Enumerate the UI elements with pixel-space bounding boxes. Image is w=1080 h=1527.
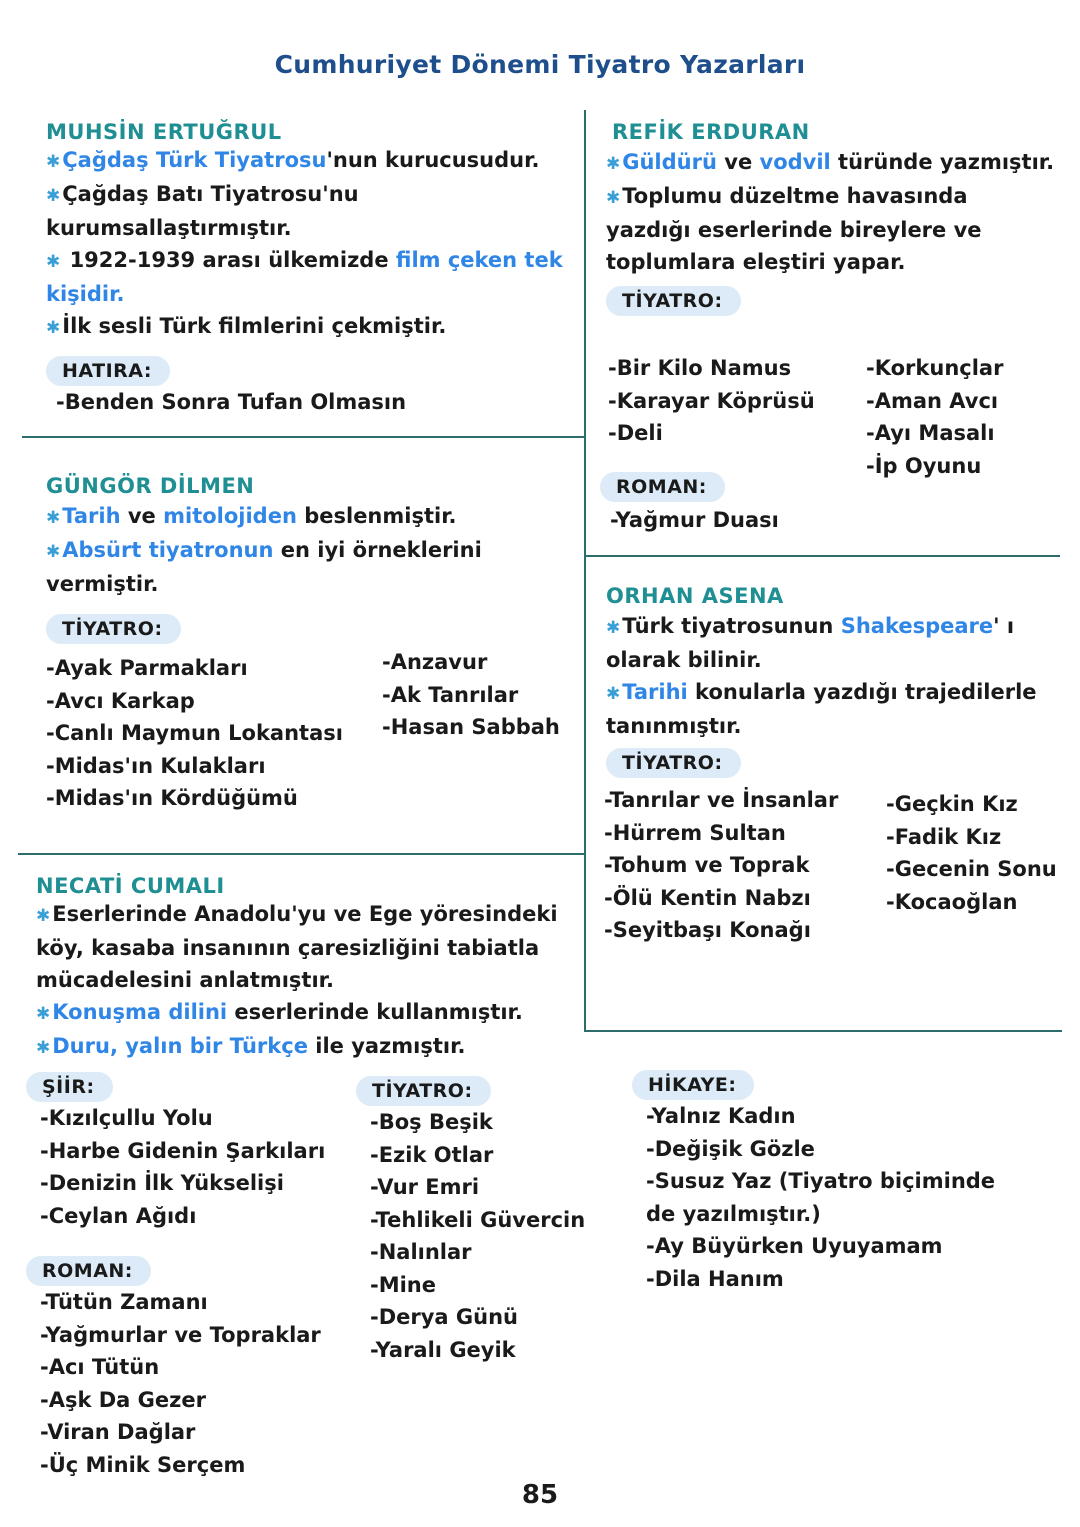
bullet-item: ✱Türk tiyatrosunun Shakespeare' ı olarak bilinir. [606,614,1015,672]
list-item: -Denizin İlk Yükselişi [40,1171,284,1195]
list-item: -Tanrılar ve İnsanlar [604,788,839,812]
list-item: -Mine [370,1272,437,1297]
page-number: 85 [521,1480,559,1510]
list-item: -Yağmurlar ve Topraklar [40,1322,321,1347]
bullet-item: ✱ 1922-1939 arası ülkemizde film çeken tek kişidir. [46,248,563,306]
bullet-item: ✱İlk sesli Türk filmlerini çekmiştir. [46,314,447,338]
list-item: -Midas'ın Kördüğümü [46,786,298,810]
bullet-item: ✱Konuşma dilini eserlerinde kullanmıştır. [36,1000,523,1024]
list-item: -Tütün Zamanı [40,1290,208,1314]
section-muhsin-ertugrul [46,120,566,419]
list-item: -Vur Emri [370,1175,480,1199]
author-name: GÜNGÖR DİLMEN [46,474,255,498]
section-refik-erduran [606,120,1056,316]
list-item: -Susuz Yaz (Tiyatro biçiminde de yazılmıştır.) [646,1169,996,1226]
list-item: -Yaralı Geyik [370,1337,516,1362]
play-list [604,784,838,947]
star-bullet-icon: ✱ [46,152,61,172]
list-item: -Kocaoğlan [886,889,1018,914]
list-item: -Hasan Sabbah [382,715,560,739]
bullet-item: ✱Tarihi konularla yazdığı trajedilerle tanınmıştır. [606,680,1037,738]
star-bullet-icon: ✱ [46,542,61,562]
category-label: TİYATRO: [606,286,741,316]
novel-block [26,1256,321,1481]
star-bullet-icon: ✱ [46,508,61,528]
list-item: -Ak Tanrılar [382,682,519,707]
list-item: -Harbe Gidenin Şarkıları [40,1138,326,1163]
bullet-item: ✱Duru, yalın bir Türkçe ile yazmıştır. [36,1034,466,1058]
list-item: -Yalnız Kadın [646,1104,796,1128]
divider-refik-orhan [585,555,1060,557]
list-item: -Midas'ın Kulakları [46,753,266,778]
star-bullet-icon: ✱ [36,906,51,926]
page-title: Cumhuriyet Dönemi Tiyatro Yazarları [274,50,806,79]
play-block [356,1076,585,1366]
list-item: -Yağmur Duası [610,508,779,532]
star-bullet-icon: ✱ [46,186,61,206]
list-item: -Korkunçlar [866,356,1004,380]
play-list [382,646,560,744]
list-item: -Deli [608,421,663,445]
list-item: -Bir Kilo Namus [608,356,792,380]
list-item: -Derya Günü [370,1305,519,1329]
list-item: -Seyitbaşı Konağı [604,918,811,942]
list-item: -Karayar Köprüsü [608,388,815,413]
list-item: -Kızılçullu Yolu [40,1106,213,1130]
bullet-item: ✱Tarih ve mitolojiden beslenmiştir. [46,504,457,528]
story-block [632,1070,1052,1295]
list-item: -Aşk Da Gezer [40,1387,206,1412]
list-item: -Değişik Gözle [646,1136,815,1161]
list-item: -Boş Beşik [370,1110,493,1134]
author-name: REFİK ERDURAN [612,120,810,144]
poetry-list [40,1102,325,1232]
story-list [646,1100,1052,1295]
list-item: -Ölü Kentin Nabzı [604,885,811,910]
bullet-item: ✱Çağdaş Türk Tiyatrosu'nun kurucusudur. [46,148,540,172]
star-bullet-icon: ✱ [606,154,621,174]
list-item: -Aman Avcı [866,388,999,413]
list-item: -Hürrem Sultan [604,820,786,845]
play-list [46,652,343,815]
star-bullet-icon: ✱ [36,1038,51,1058]
author-name: MUHSİN ERTUĞRUL [46,120,282,144]
list-item: -İp Oyunu [866,453,982,478]
list-item: -Acı Tütün [40,1355,160,1379]
poetry-block [26,1072,325,1232]
play-list [866,352,1003,482]
list-item: -Viran Dağlar [40,1420,196,1444]
bullet-item: ✱Toplumu düzeltme havasında yazdığı eserlerinde bireylere ve toplumlara eleştiri yapar. [606,184,982,274]
list-item: -Üç Minik Serçem [40,1452,246,1477]
list-item: -Anzavur [382,650,488,674]
bullet-item: ✱Çağdaş Batı Tiyatrosu'nu kurumsallaştırmıştır. [46,182,359,240]
category-label: HİKAYE: [632,1070,754,1100]
divider-gungor-necati [18,853,585,855]
list-item: -Ay Büyürken Uyuyamam [646,1234,943,1258]
list-item: -Nalınlar [370,1240,472,1264]
vertical-divider [584,110,586,1032]
category-label: HATIRA: [46,356,170,386]
list-item: -Tohum ve Toprak [604,853,810,877]
list-item: -Gecenin Sonu [886,857,1057,881]
memoir-list [56,386,566,419]
list-item: -Avcı Karkap [46,688,195,713]
star-bullet-icon: ✱ [606,618,621,638]
list-item: -Ezik Otlar [370,1142,494,1167]
list-item: -Fadik Kız [886,824,1002,849]
section-gungor-dilmen [46,474,566,644]
bullet-item: ✱Güldürü ve vodvil türünde yazmıştır. [606,150,1055,174]
novel-list [610,504,779,537]
list-item: -Ayı Masalı [866,421,995,445]
star-bullet-icon: ✱ [36,1004,51,1024]
star-bullet-icon: ✱ [606,188,621,208]
star-bullet-icon: ✱ [46,252,61,272]
category-label: ROMAN: [26,1256,151,1286]
list-item: -Benden Sonra Tufan Olmasın [56,390,407,414]
category-label: ROMAN: [600,472,725,502]
section-necati-cumali [36,874,581,1064]
play-list [608,352,815,450]
list-item: -Canlı Maymun Lokantası [46,721,343,745]
play-list [886,788,1057,918]
bullet-item: ✱Eserlerinde Anadolu'yu ve Ege yöresindeki köy, kasaba insanının çaresizliğini tabiatla mücadelesini anlatmıştır. [36,902,558,992]
list-item: -Ayak Parmakları [46,656,248,680]
list-item: -Ceylan Ağıdı [40,1203,197,1228]
section-orhan-asena [606,584,1062,778]
category-label: TİYATRO: [606,748,741,778]
star-bullet-icon: ✱ [46,318,61,338]
roman-block [600,472,779,537]
category-label: TİYATRO: [356,1076,491,1106]
author-name: ORHAN ASENA [606,584,784,608]
list-item: -Geçkin Kız [886,792,1018,816]
category-label: TİYATRO: [46,614,181,644]
author-name: NECATİ CUMALI [36,874,225,898]
list-item: -Dila Hanım [646,1266,784,1291]
novel-list [40,1286,321,1481]
star-bullet-icon: ✱ [606,684,621,704]
category-label: ŞİİR: [26,1072,113,1102]
divider-orhan-bottom [585,1030,1062,1032]
divider-muhsin-gungor [22,436,585,438]
bullet-item: ✱Absürt tiyatronun en iyi örneklerini vermiştir. [46,538,482,596]
list-item: -Tehlikeli Güvercin [370,1207,586,1232]
play-list [370,1106,585,1366]
